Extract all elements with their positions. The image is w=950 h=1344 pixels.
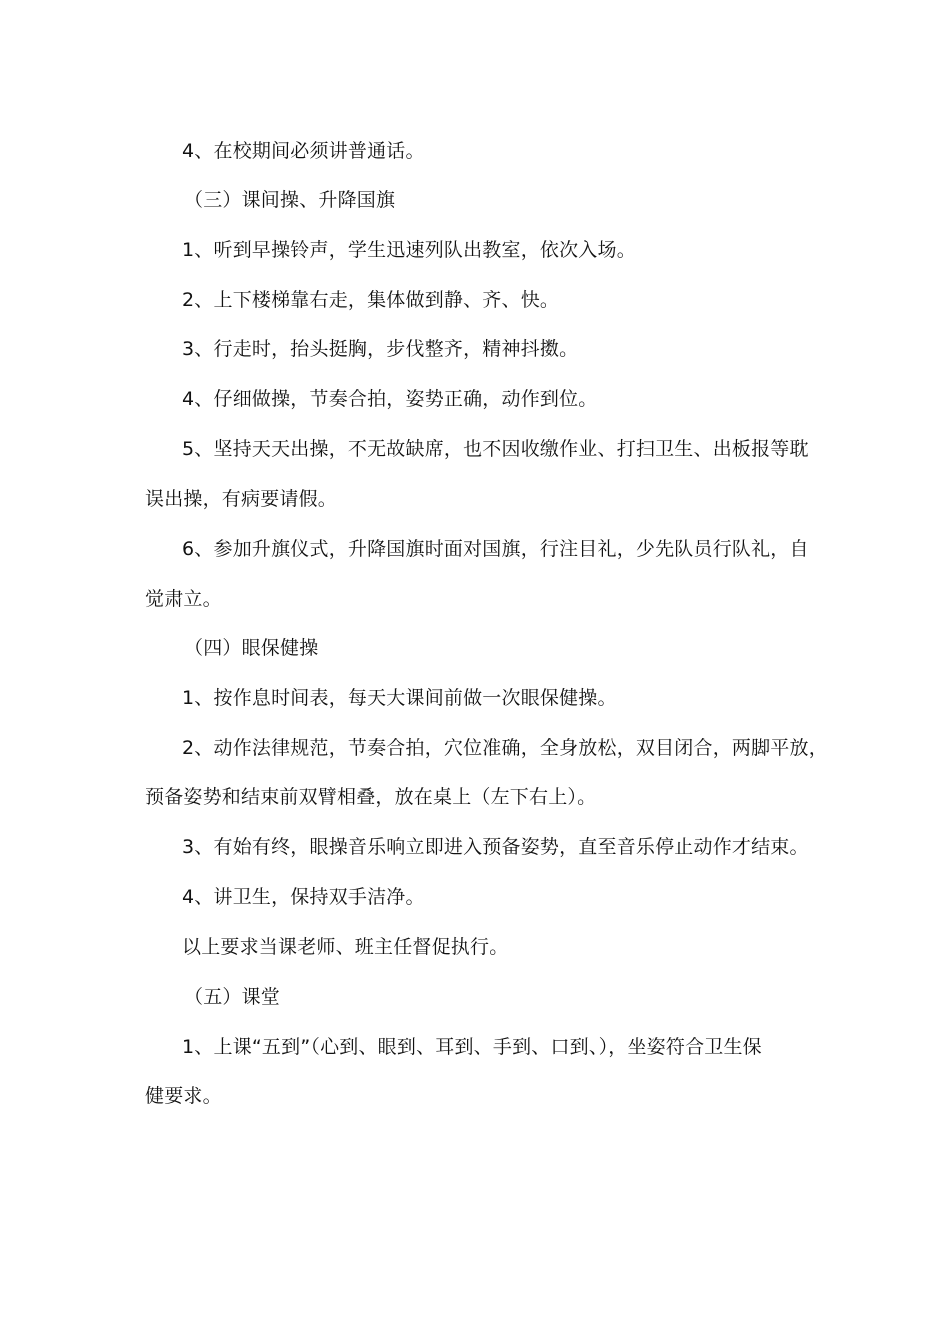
paragraph-line: 觉肃立。 bbox=[145, 588, 222, 610]
paragraph-line: 1、按作息时间表，每天大课间前做一次眼保健操。 bbox=[182, 687, 617, 709]
section-heading: （四）眼保健操 bbox=[184, 637, 319, 659]
paragraph-line: 4、讲卫生，保持双手洁净。 bbox=[182, 886, 425, 908]
paragraph-line: 3、行走时，抬头挺胸，步伐整齐，精神抖擞。 bbox=[182, 338, 579, 360]
paragraph-line: 误出操，有病要请假。 bbox=[145, 488, 338, 510]
paragraph-line: 健要求。 bbox=[145, 1085, 222, 1107]
paragraph-line: 以上要求当课老师、班主任督促执行。 bbox=[182, 936, 509, 958]
paragraph-line: 2、动作法律规范，节奏合拍，穴位准确，全身放松，双目闭合，两脚平放， bbox=[182, 737, 828, 759]
paragraph-line: 1、听到早操铃声，学生迅速列队出教室，依次入场。 bbox=[182, 239, 636, 261]
paragraph-line: 5、坚持天天出操，不无故缺席，也不因收缴作业、打扫卫生、出板报等耽 bbox=[182, 438, 809, 460]
paragraph-line: 预备姿势和结束前双臂相叠，放在桌上（左下右上）。 bbox=[145, 786, 597, 808]
section-heading: （五）课堂 bbox=[184, 986, 281, 1008]
paragraph-line: 6、参加升旗仪式，升降国旗时面对国旗，行注目礼，少先队员行队礼，自 bbox=[182, 538, 809, 560]
paragraph-line: 2、上下楼梯靠右走，集体做到静、齐、快。 bbox=[182, 289, 560, 311]
paragraph-line: 4、在校期间必须讲普通话。 bbox=[182, 140, 425, 162]
section-heading: （三）课间操、升降国旗 bbox=[184, 189, 396, 211]
paragraph-line: 1、上课“五到”（心到、眼到、耳到、手到、口到、），坐姿符合卫生保 bbox=[182, 1036, 762, 1058]
paragraph-line: 3、有始有终，眼操音乐响立即进入预备姿势，直至音乐停止动作才结束。 bbox=[182, 836, 809, 858]
paragraph-line: 4、仔细做操，节奏合拍，姿势正确，动作到位。 bbox=[182, 388, 598, 410]
